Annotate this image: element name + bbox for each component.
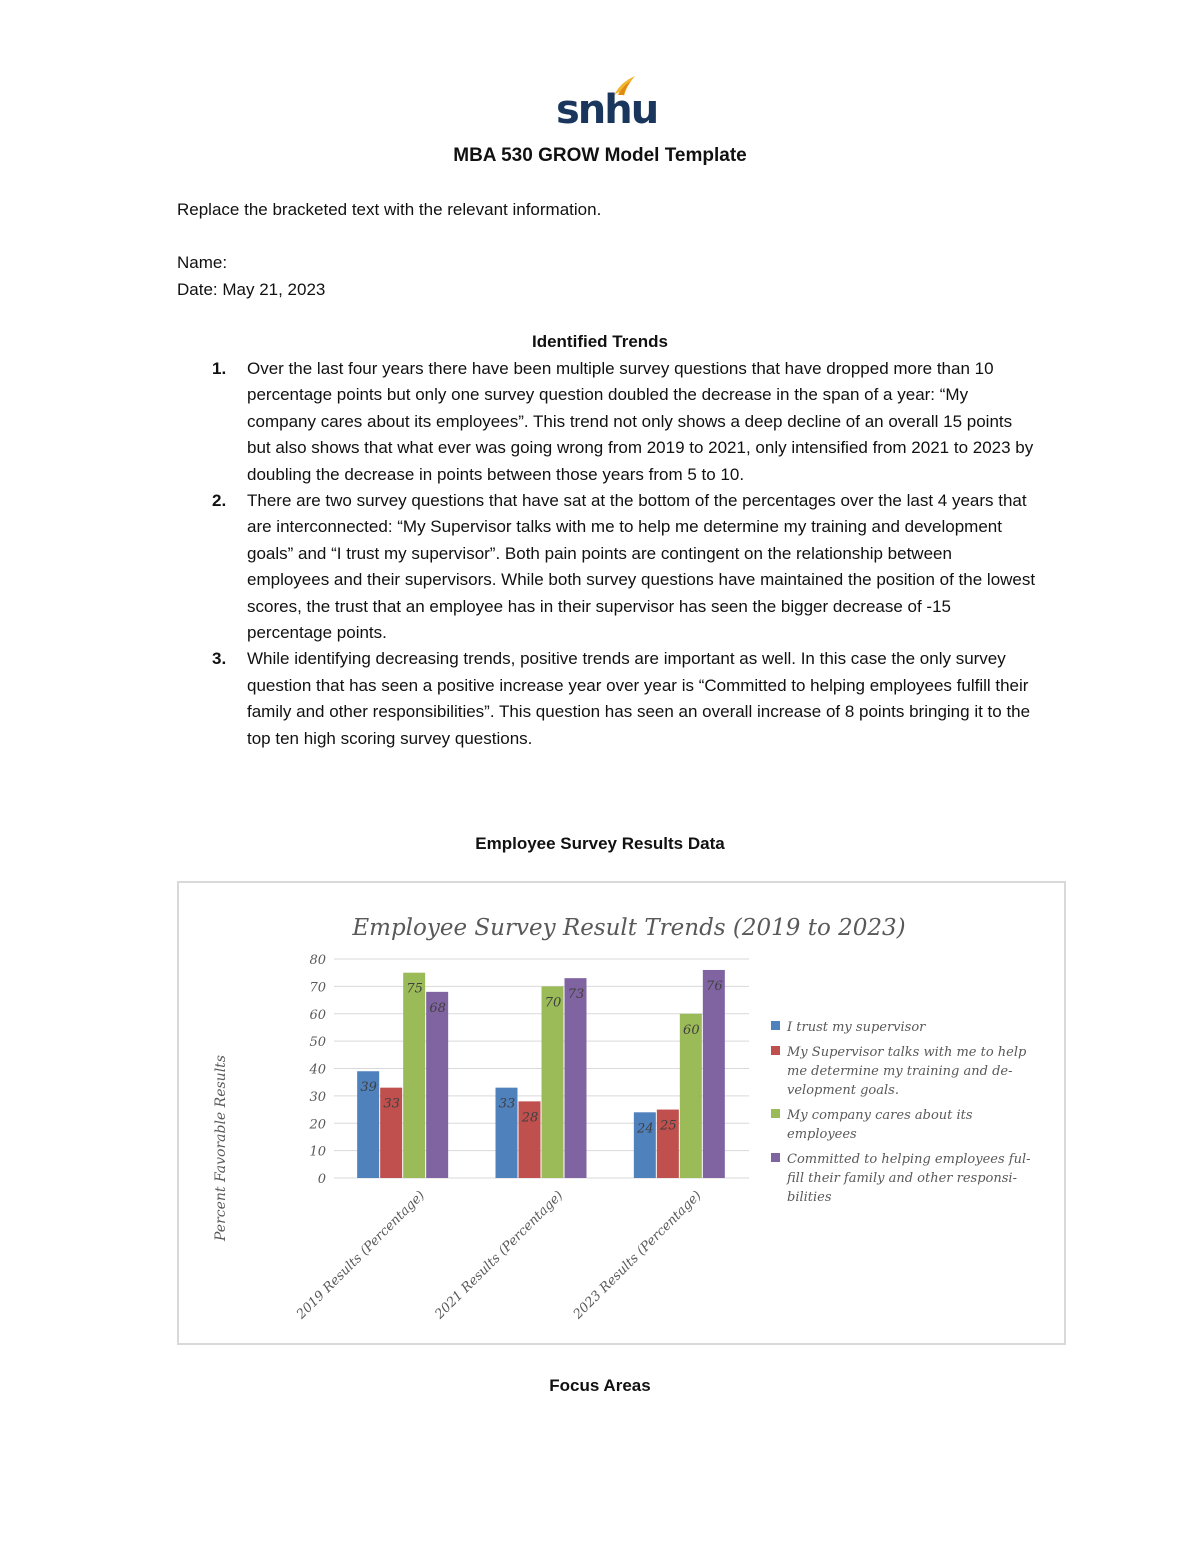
list-item-text: Over the last four years there have been multiple survey questions that have dropped more than 10 percentage points but only one survey question doubled the decrease in the span of a year: “My company cares about its employees”. This trend not only shows a deep decline of an overall 15 points but also shows that what ever was going wrong from 2019 to 2021, only intensified from 2021 to 2023 by doubling the decrease in points between those years from 5 to 10. (247, 359, 1034, 484)
legend-label: Committed to helping employees ful- (787, 1152, 1031, 1167)
snhu-logo (556, 74, 658, 134)
y-tick-label: 30 (309, 1089, 326, 1105)
data-label: 39 (360, 1080, 377, 1096)
trends-list (212, 356, 1042, 752)
legend-item (771, 1152, 1031, 1205)
data-label: 70 (544, 995, 562, 1011)
y-tick-label: 80 (309, 953, 326, 968)
bar (565, 978, 587, 1178)
data-label: 73 (567, 987, 585, 1003)
data-label: 60 (683, 1022, 700, 1038)
data-label: 75 (406, 981, 423, 997)
legend-swatch (771, 1109, 780, 1118)
date-line: Date: May 21, 2023 (177, 280, 326, 299)
y-tick-label: 10 (309, 1144, 326, 1160)
legend-label: velopment goals. (787, 1083, 899, 1098)
x-tick-label: 2021 Results (Percentage) (432, 1188, 567, 1323)
document-title: MBA 530 GROW Model Template (453, 145, 747, 166)
legend-label: employees (787, 1127, 857, 1142)
y-tick-label: 70 (309, 980, 326, 996)
data-label: 25 (660, 1118, 677, 1134)
legend-label: My Supervisor talks with me to help (787, 1045, 1027, 1060)
list-item-number: 3. (212, 649, 227, 669)
legend-swatch (771, 1021, 780, 1030)
legend-item (771, 1108, 973, 1142)
list-item-number: 2. (212, 491, 227, 511)
y-tick-label: 0 (317, 1172, 326, 1187)
list-item-number: 1. (212, 359, 227, 378)
logo-text: snhu (556, 87, 658, 133)
name-line: Name: (177, 253, 228, 272)
legend-swatch (771, 1046, 780, 1055)
list-item (212, 646, 1042, 752)
list-item-text: While identifying decreasing trends, positive trends are important as well. In this case the only survey question that has seen a positive increase year over year is “Committed to helping employees fulfill their family and other responsibilities”. This question has seen an overall increase of 8 points bringing it to the top ten high scoring survey questions. (247, 649, 1031, 748)
legend-item (771, 1045, 1027, 1098)
x-tick-label: 2019 Results (Percentage) (294, 1188, 428, 1323)
chart-title: Employee Survey Result Trends (2019 to 2023) (352, 915, 906, 941)
data-label: 24 (637, 1121, 654, 1137)
y-tick-label: 60 (309, 1007, 326, 1023)
list-item (212, 488, 1042, 646)
bar (542, 986, 564, 1178)
bar (680, 1014, 702, 1178)
legend-label: My company cares about its (787, 1108, 973, 1123)
legend-label: fill their family and other responsi- (787, 1171, 1017, 1186)
y-tick-label: 20 (309, 1117, 326, 1133)
trends-heading: Identified Trends (531, 332, 669, 351)
chart-frame (177, 881, 1066, 1345)
focus-heading: Focus Areas (549, 1376, 651, 1395)
legend-label: I trust my supervisor (787, 1020, 926, 1035)
data-label: 33 (383, 1096, 400, 1112)
legend-item (771, 1020, 926, 1035)
legend-swatch (771, 1153, 780, 1162)
bar (703, 970, 725, 1178)
legend-label: me determine my training and de- (787, 1064, 1013, 1079)
survey-chart (179, 883, 1064, 1343)
data-label: 28 (521, 1110, 539, 1126)
y-tick-label: 50 (309, 1035, 326, 1051)
bar (403, 973, 425, 1178)
list-item (212, 356, 1042, 488)
list-item-text: There are two survey questions that have sat at the bottom of the percentages over the last 4 years that are interconnected: “My Supervisor talks with me to help me determine my training and development goals” and “I trust my supervisor”. Both pain points are contingent on the relationship between employees and their supervisors. While both survey questions have maintained the position of the lowest scores, the trust that an employee has in their supervisor has seen the bigger decrease of -15 percentage points. (247, 491, 1036, 643)
data-label: 33 (498, 1096, 516, 1112)
legend-label: bilities (787, 1190, 832, 1205)
instructions-text: Replace the bracketed text with the relevant information. (177, 200, 602, 219)
data-label: 68 (429, 1000, 446, 1016)
x-tick-label: 2023 Results (Percentage) (570, 1188, 705, 1323)
y-axis-label: Percent Favorable Results (213, 1055, 229, 1241)
bar (426, 992, 448, 1178)
y-tick-label: 40 (309, 1062, 326, 1078)
data-label: 76 (706, 978, 723, 994)
data-heading: Employee Survey Results Data (475, 834, 725, 853)
